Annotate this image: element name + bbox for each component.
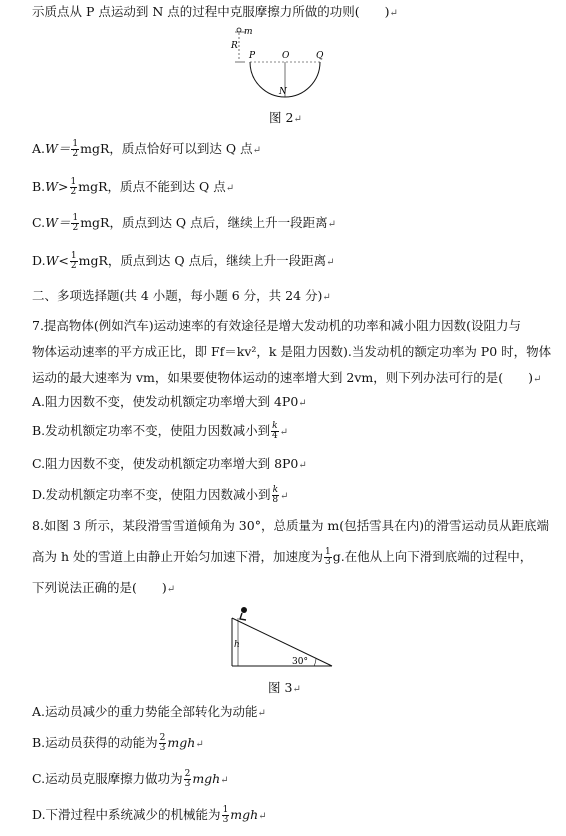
label-Q: Q xyxy=(316,51,324,61)
q8-option-c: C.运动员克服摩擦力做功为 $\frac{2}{3}$ mgh↵ xyxy=(32,769,229,789)
q8-line-3: 下列说法正确的是( )↵ xyxy=(32,580,176,595)
label-angle: 30° xyxy=(292,657,308,667)
slope-line xyxy=(232,618,332,666)
q8-line-2: 高为 h 处的雪道上由静止开始匀加速下滑，加速度为 $\frac{1}{3}$ g.在他从上向下滑到底端的过程中， xyxy=(32,547,533,567)
q6-option-b: B.W> $\frac{1}{2}$ mgR，质点不能到达 Q 点↵ xyxy=(32,177,235,197)
skier-head xyxy=(241,607,247,613)
q7-option-a: A.阻力因数不变，使发动机额定功率增大到 4P0↵ xyxy=(32,394,307,409)
q6-option-c: C.W＝ $\frac{1}{2}$ mgR，质点到达 Q 点后，继续上升一段距离↵ xyxy=(32,213,337,233)
label-m: m xyxy=(244,27,253,37)
section-2-heading: 二、多项选择题(共 4 小题，每小题 6 分，共 24 分)↵ xyxy=(32,288,331,303)
label-N: N xyxy=(279,87,287,97)
q8-option-d: D.下滑过程中系统减少的机械能为 $\frac{1}{3}$ mgh↵ xyxy=(32,805,267,825)
q8-option-a: A.运动员减少的重力势能全部转化为动能↵ xyxy=(32,704,266,719)
q7-line-3: 运动的最大速率为 vm，如果要使物体运动的速率增大到 2vm，则下列办法可行的是( )↵ xyxy=(32,370,542,385)
q6-stem-tail: 示质点从 P 点运动到 N 点的过程中克服摩擦力所做的功则( )↵ xyxy=(32,4,398,19)
q7-line-1: 7.提高物体(例如汽车)运动速率的有效途径是增大发动机的功率和减小阻力因数(设阻力与 xyxy=(32,318,522,333)
skier-body xyxy=(240,613,246,620)
figure-2 xyxy=(225,26,345,106)
q6-option-a: A.W＝ $\frac{1}{2}$ mgR，质点恰好可以到达 Q 点↵ xyxy=(32,139,261,159)
q6-option-d: D.W< $\frac{1}{2}$ mgR，质点到达 Q 点后，继续上升一段距离↵ xyxy=(32,251,335,271)
figure-3-caption: 图 3↵ xyxy=(268,680,301,695)
figure-3 xyxy=(222,602,342,672)
q7-line-2: 物体运动速率的平方成正比，即 Ff＝kv²，k 是阻力因数).当发动机的额定功率为 P0 时，物体 xyxy=(32,344,552,359)
mass-point xyxy=(237,28,241,32)
q7-option-c: C.阻力因数不变，使发动机额定功率增大到 8P0↵ xyxy=(32,456,307,471)
label-P: P xyxy=(249,51,256,61)
label-h: h xyxy=(234,640,240,650)
label-O: O xyxy=(282,51,290,61)
figure-2-caption: 图 2↵ xyxy=(269,110,302,125)
q7-option-b: B.发动机额定功率不变，使阻力因数减小到 $\frac{k}{4}$ ↵ xyxy=(32,421,289,441)
label-R: R xyxy=(231,41,238,51)
q8-option-b: B.运动员获得的动能为 $\frac{2}{3}$ mgh↵ xyxy=(32,733,204,753)
q8-line-1: 8.如图 3 所示，某段滑雪雪道倾角为 30°，总质量为 m(包括雪具在内)的滑雪运动员从距底端 xyxy=(32,518,550,533)
q7-option-d: D.发动机额定功率不变，使阻力因数减小到 $\frac{k}{8}$ ↵ xyxy=(32,485,289,505)
